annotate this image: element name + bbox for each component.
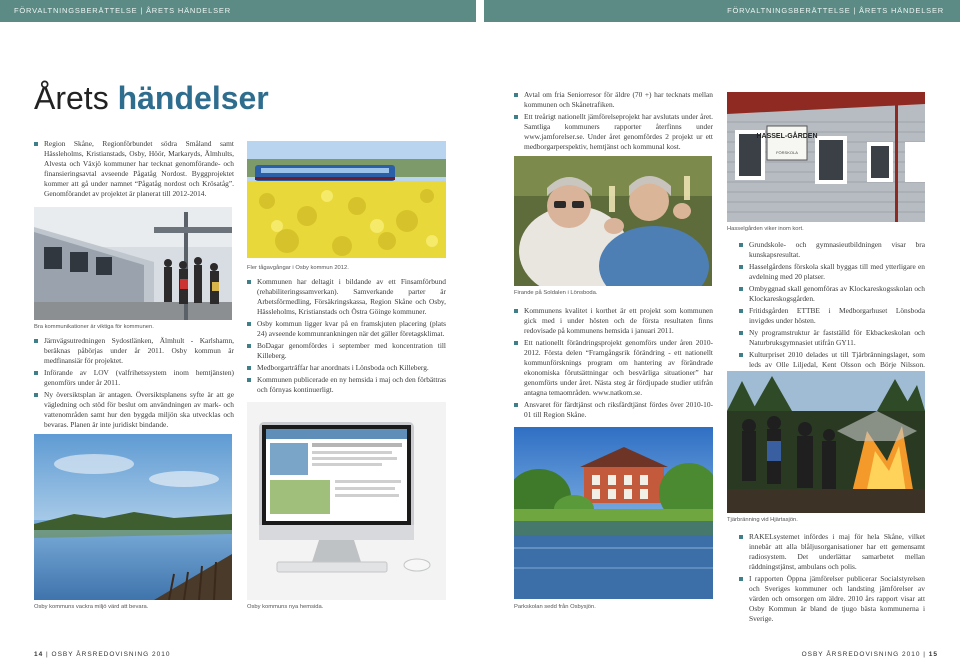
list-item: Järnvägsutredningen Sydostlänken, Älmhult - Karlshamn, beräknas påbörjas under år 2011. Osby kommun är medfinansiär för projektet. bbox=[34, 336, 234, 366]
park-school-photo bbox=[514, 427, 713, 599]
col3-top-list bbox=[514, 90, 713, 154]
sign-sub: FÖRSKOLA bbox=[776, 150, 798, 155]
sign-text: HASSEL-GÅRDEN bbox=[756, 133, 818, 140]
header-gutter bbox=[476, 0, 484, 22]
list-item: BoDagar genomfördes i september med koncentration till Killeberg. bbox=[247, 341, 446, 361]
caption-hasselgarden: Hasselgården viker inom kort. bbox=[727, 226, 804, 232]
col4-mid-list bbox=[739, 240, 925, 392]
caption-park-school: Parkskolan sedd från Osbysjön. bbox=[514, 604, 596, 610]
list-item: Avtal om fria Seniorresor för äldre (70 +) har tecknats mellan kommunen och Skånetrafiken. bbox=[514, 90, 713, 110]
list-item: Ansvaret för färdtjänst och riksfärdtjänst fördes över 2010-10-01 till Region Skåne. bbox=[514, 400, 713, 420]
footer-left: 14 | OSBY ÅRSREDOVISNING 2010 bbox=[34, 651, 171, 658]
caption-computer: Osby kommuns nya hemsida. bbox=[247, 604, 324, 610]
col1-top-list bbox=[34, 139, 234, 201]
computer-photo bbox=[247, 402, 446, 600]
list-item: Kommunen har deltagit i bildande av ett Finsamförbund (rehabiliteringssamverkan). Samverkande parter är Arbetsförmedling, Försäkringskassa, Region Skåne och Osby, Hässleholms, Kristianstads och Östra Göinge kommuner. bbox=[247, 277, 446, 317]
list-item: Fritidsgården ETTBE i Medborgarhuset Lönsboda invigdes under hösten. bbox=[739, 306, 925, 326]
train-station-photo bbox=[34, 207, 232, 320]
list-item: Införande av LOV (valfrihetssystem inom hemtjänsten) genomförs under år 2011. bbox=[34, 368, 234, 388]
list-item: Ett nationellt förändringsprojekt genomförs under åren 2010-2012. Första delen “Framgångsrik förändring - ett nationellt kommunförsknings program om hantering av förändrade ekonomiska förutsättningar och besvärliga situationer” har genomförts under året. Nästa steg är fördjupade studier utifrån antagna temaområden. www.natkom.se. bbox=[514, 338, 713, 398]
list-item: Osby kommun ligger kvar på en framskjuten placering (plats 24) avseende kommunrankningen när det gäller företagsklimat. bbox=[247, 319, 446, 339]
caption-train-station: Bra kommunikationer är viktiga för kommunen. bbox=[34, 324, 154, 330]
footer-right: OSBY ÅRSREDOVISNING 2010 | 15 bbox=[801, 651, 938, 658]
elderly-photo bbox=[514, 156, 712, 286]
col3-bottom-list bbox=[514, 306, 713, 422]
hasselgarden-photo bbox=[727, 92, 925, 222]
caption-elderly: Firande på Soldalen i Lönsboda. bbox=[514, 290, 598, 296]
list-item: Hasselgårdens förskola skall byggas till med ytterligare en avdelning med 20 platser. bbox=[739, 262, 925, 282]
caption-lake: Osby kommuns vackra miljö värd att bevara. bbox=[34, 604, 149, 610]
list-item: Ett treårigt nationellt jämförelseprojekt har avslutats under året. Samtliga kommuners rapporter återfinns under www.jamforelser.se. Under året genomfördes 2 projekt ur ett medborgarperspektiv, hemtjänst och kommunal kost. bbox=[514, 112, 713, 152]
page-header-left: FÖRVALTNINGSBERÄTTELSE | ÅRETS HÄNDELSER bbox=[0, 0, 476, 22]
list-item: Kommunen publicerade en ny hemsida i maj och den förbättras och förnyas kontinuerligt. bbox=[247, 375, 446, 395]
list-item: I rapporten Öppna jämförelser publicerar Socialstyrelsen och Sveriges kommuner och landsting jämförelser av värden och omsorgen om äldre. 2010 års rapport visar att Osby Kommun är bland de tjugo bästa kommunerna i Sverige. bbox=[739, 574, 925, 624]
list-item: Region Skåne, Regionförbundet södra Småland samt Hässleholms, Kristianstads, Osby, Höör, Markaryds, Älmhults, Alvesta och Växjö kommuner har tecknat genomförande- och finansieringsavtal avseende Pågatåg Nordost. Byggprojektet kommer att gå under namnet “Pågatåg nordost och Krösatåg”. Genomförandet av projektet är planerat till 2012-2014. bbox=[34, 139, 234, 199]
list-item: Medborgarträffar har anordnats i Lönsboda och Killeberg. bbox=[247, 363, 446, 373]
list-item: RAKELsystemet infördes i maj för hela Skåne, vilket innebär att alla blåljusorganisationer har ett gemensamt radiosystem. Det underlättar samarbetet mellan räddningstjänst, ambulans och polis. bbox=[739, 532, 925, 572]
col1-bottom-list bbox=[34, 336, 234, 432]
list-item: Ny översiktsplan är antagen. Översiktsplanens syfte är att ge vägledning och stöd för beslut om användningen av mark- och vattenområden samt hur den byggda miljön ska utvecklas och bevaras. Planen är inte juridiskt bindande. bbox=[34, 390, 234, 430]
list-item: Kulturpriset 2010 delades ut till Tjärbränningslaget, som leds av Olle Liljedal, Kent Olsson och Börje Nilsson. bbox=[739, 350, 925, 390]
list-item: Grundskole- och gymnasieutbildningen visar bra kunskapsresultat. bbox=[739, 240, 925, 260]
caption-tar-burning: Tjärbränning vid Hjärtasjön. bbox=[727, 517, 798, 523]
page-header-right: FÖRVALTNINGSBERÄTTELSE | ÅRETS HÄNDELSER bbox=[484, 0, 960, 22]
lake-photo bbox=[34, 434, 232, 600]
train-field-photo bbox=[247, 141, 446, 258]
page-title: Årets händelser bbox=[34, 80, 269, 116]
caption-train-field: Fler tågavgångar i Osby kommun 2012. bbox=[247, 265, 349, 271]
col4-bottom-list bbox=[739, 532, 925, 626]
list-item: Ny programstruktur är fastställd för Ekbackeskolan och Naturbruksgymnasiet utifrån GY11. bbox=[739, 328, 925, 348]
list-item: Ombyggnad skall genomföras av Klockareskogsskolan och Klockareskogsgården. bbox=[739, 284, 925, 304]
col2-list bbox=[247, 277, 446, 397]
tar-burning-photo bbox=[727, 371, 925, 513]
list-item: Kommunens kvalitet i korthet är ett projekt som kommunen gick med i under hösten och de första resultaten finns redovisade på kommunens hemsida i januari 2011. bbox=[514, 306, 713, 336]
